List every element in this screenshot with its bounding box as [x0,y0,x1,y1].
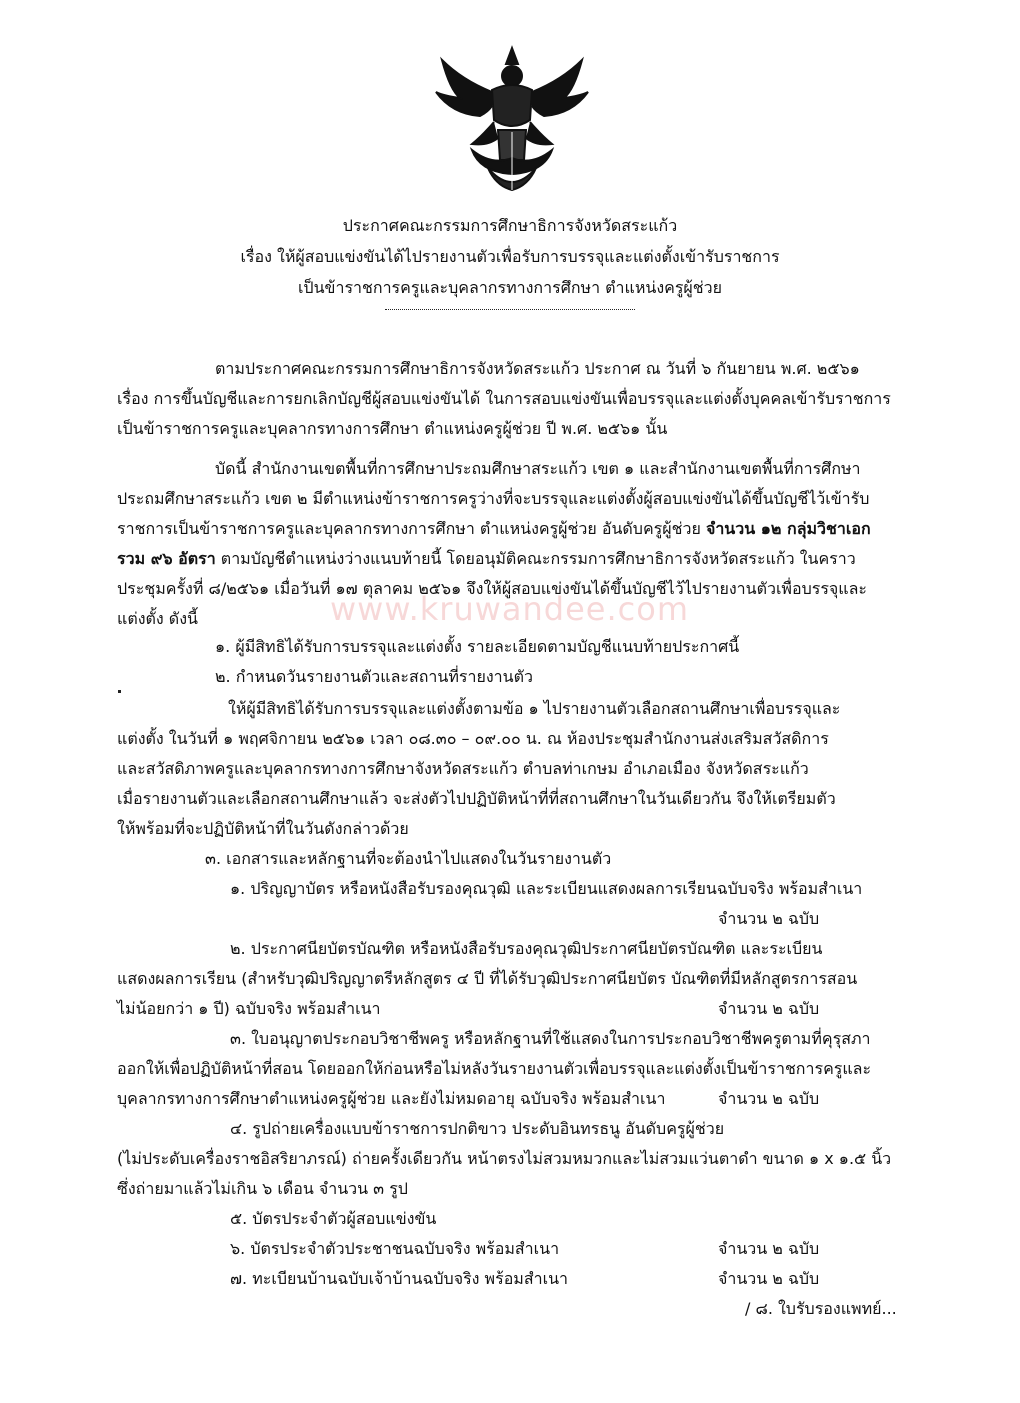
item-1: ๑. ผู้มีสิทธิได้รับการบรรจุและแต่งตั้ง รายละเอียดตามบัญชีแนบท้ายประกาศนี้ [215,637,740,656]
para2-line2: ประถมศึกษาสระแก้ว เขต ๒ มีตำแหน่งข้าราชการครูว่างที่จะบรรจุและแต่งตั้งผู้สอบแข่งขันได้ขึ้นบัญชีไว้เข้ารับ [117,489,870,508]
issuer-title: ประกาศคณะกรรมการศึกษาธิการจังหวัดสระแก้ว [342,216,678,235]
doc-5: ๕. บัตรประจำตัวผู้สอบแข่งขัน [230,1209,437,1228]
doc-1-line1: ๑. ปริญญาบัตร หรือหนังสือรับรองคุณวุฒิ และระเบียนแสดงผลการเรียนฉบับจริง พร้อมสำเนา [230,879,863,898]
doc-3-line3: บุคลากรทางการศึกษาตำแหน่งครูผู้ช่วย และยังไม่หมดอายุ ฉบับจริง พร้อมสำเนา [117,1089,666,1108]
doc-2-line3: ไม่น้อยกว่า ๑ ปี) ฉบับจริง พร้อมสำเนา [117,999,381,1018]
subject-line-2: เป็นข้าราชการครูและบุคลากรทางการศึกษา ตำแหน่งครูผู้ช่วย [297,278,723,297]
para2-line4-text: ตามบัญชีตำแหน่งว่างแนบท้ายนี้ โดยอนุมัติคณะกรรมการศึกษาธิการจังหวัดสระแก้ว ในคราว [215,549,856,568]
item-2-line1: ให้ผู้มีสิทธิได้รับการบรรจุและแต่งตั้งตามข้อ ๑ ไปรายงานตัวเลือกสถานศึกษาเพื่อบรรจุและ [228,699,841,718]
para1-line1: ตามประกาศคณะกรรมการศึกษาธิการจังหวัดสระแก้ว ประกาศ ณ วันที่ ๖ กันยายน พ.ศ. ๒๕๖๑ [215,359,860,378]
para1-line2: เรื่อง การขึ้นบัญชีและการยกเลิกบัญชีผู้สอบแข่งขันได้ ในการสอบแข่งขันเพื่อบรรจุและแต่งตั้งบุคคลเข้ารับราชการ [117,389,891,408]
para2-line5: ประชุมครั้งที่ ๘/๒๕๖๑ เมื่อวันที่ ๑๗ ตุลาคม ๒๕๖๑ จึงให้ผู้สอบแข่งขันได้ขึ้นบัญชีไว้ไปรายงานตัวเพื่อบรรจุและ [117,579,868,598]
para2-line1: บัดนี้ สำนักงานเขตพื้นที่การศึกษาประถมศึกษาสระแก้ว เขต ๑ และสำนักงานเขตพื้นที่การศึกษา [215,459,861,478]
continued-note: / ๘. ใบรับรองแพทย์... [745,1299,897,1318]
announcement-header [0,210,1020,303]
doc-6-quantity: จำนวน ๒ ฉบับ [718,1239,820,1258]
item-2-line5: ให้พร้อมที่จะปฏิบัติหน้าที่ในวันดังกล่าวด้วย [117,819,409,838]
doc-4-line3: ซึ่งถ่ายมาแล้วไม่เกิน ๖ เดือน จำนวน ๓ รูป [117,1179,408,1198]
item-3: ๓. เอกสารและหลักฐานที่จะต้องนำไปแสดงในวันรายงานตัว [205,849,612,868]
item-2-line4: เมื่อรายงานตัวและเลือกสถานศึกษาแล้ว จะส่งตัวไปปฏิบัติหน้าที่ที่สถานศึกษาในวันเดียวกัน จึงให้เตรียมตัว [117,789,836,808]
item-2-line2: แต่งตั้ง ในวันที่ ๑ พฤศจิกายน ๒๕๖๑ เวลา ๐๘.๓๐ – ๐๙.๐๐ น. ณ ห้องประชุมสำนักงานส่งเสริมสวัสดิการ [117,729,829,748]
para2-line3 [117,518,871,540]
doc-3-quantity: จำนวน ๒ ฉบับ [718,1089,820,1108]
item-2-line3: และสวัสดิภาพครูและบุคลากรทางการศึกษาจังหวัดสระแก้ว ตำบลท่าเกษม อำเภอเมือง จังหวัดสระแก้ว [117,759,809,778]
doc-2-line2: แสดงผลการเรียน (สำหรับวุฒิปริญญาตรีหลักสูตร ๔ ปี ที่ได้รับวุฒิประกาศนียบัตร บัณฑิตที่มีหลักสูตรการสอน [117,969,858,988]
para2-line4-bold: รวม ๙๖ อัตรา [117,549,216,568]
doc-7: ๗. ทะเบียนบ้านฉบับเจ้าบ้านฉบับจริง พร้อมสำเนา [230,1269,568,1288]
doc-2-quantity: จำนวน ๒ ฉบับ [718,999,820,1018]
doc-7-quantity: จำนวน ๒ ฉบับ [718,1269,820,1288]
doc-4-line1: ๔. รูปถ่ายเครื่องแบบข้าราชการปกติขาว ประดับอินทรธนู อันดับครูผู้ช่วย [230,1119,725,1138]
para1-line3: เป็นข้าราชการครูและบุคลากรทางการศึกษา ตำแหน่งครูผู้ช่วย ปี พ.ศ. ๒๕๖๑ นั้น [117,419,668,438]
header-divider [385,309,635,310]
watermark: www.kruwandee.com [330,590,689,628]
scan-speck [118,690,121,693]
para2-line4 [117,548,856,570]
garuda-emblem-icon [432,40,592,198]
doc-3-line1: ๓. ใบอนุญาตประกอบวิชาชีพครู หรือหลักฐานที่ใช้แสดงในการประกอบวิชาชีพครูตามที่คุรุสภา [230,1029,871,1048]
subject-line: เรื่อง ให้ผู้สอบแข่งขันได้ไปรายงานตัวเพื่อรับการบรรจุและแต่งตั้งเข้ารับราชการ [240,247,780,266]
para2-line6: แต่งตั้ง ดังนี้ [117,609,198,628]
doc-3-line2: ออกให้เพื่อปฏิบัติหน้าที่สอน โดยออกให้ก่อนหรือไม่หลังวันรายงานตัวเพื่อบรรจุและแต่งตั้งเป็นข้าราชการครูและ [117,1059,872,1078]
doc-2-line1: ๒. ประกาศนียบัตรบัณฑิต หรือหนังสือรับรองคุณวุฒิประกาศนียบัตรบัณฑิต และระเบียน [230,939,823,958]
para2-line3-text: ราชการเป็นข้าราชการครูและบุคลากรทางการศึกษา ตำแหน่งครูผู้ช่วย อันดับครูผู้ช่วย [117,519,706,538]
doc-1-quantity: จำนวน ๒ ฉบับ [718,909,820,928]
doc-4-line2: (ไม่ประดับเครื่องราชอิสริยาภรณ์) ถ่ายครั้งเดียวกัน หน้าตรงไม่สวมหมวกและไม่สวมแว่นตาดำ ขนาด ๑ x ๑.๕ นิ้ว [117,1149,892,1168]
para2-line3-bold: จำนวน ๑๒ กลุ่มวิชาเอก [705,519,871,538]
item-2: ๒. กำหนดวันรายงานตัวและสถานที่รายงานตัว [215,667,533,686]
doc-6: ๖. บัตรประจำตัวประชาชนฉบับจริง พร้อมสำเนา [230,1239,560,1258]
